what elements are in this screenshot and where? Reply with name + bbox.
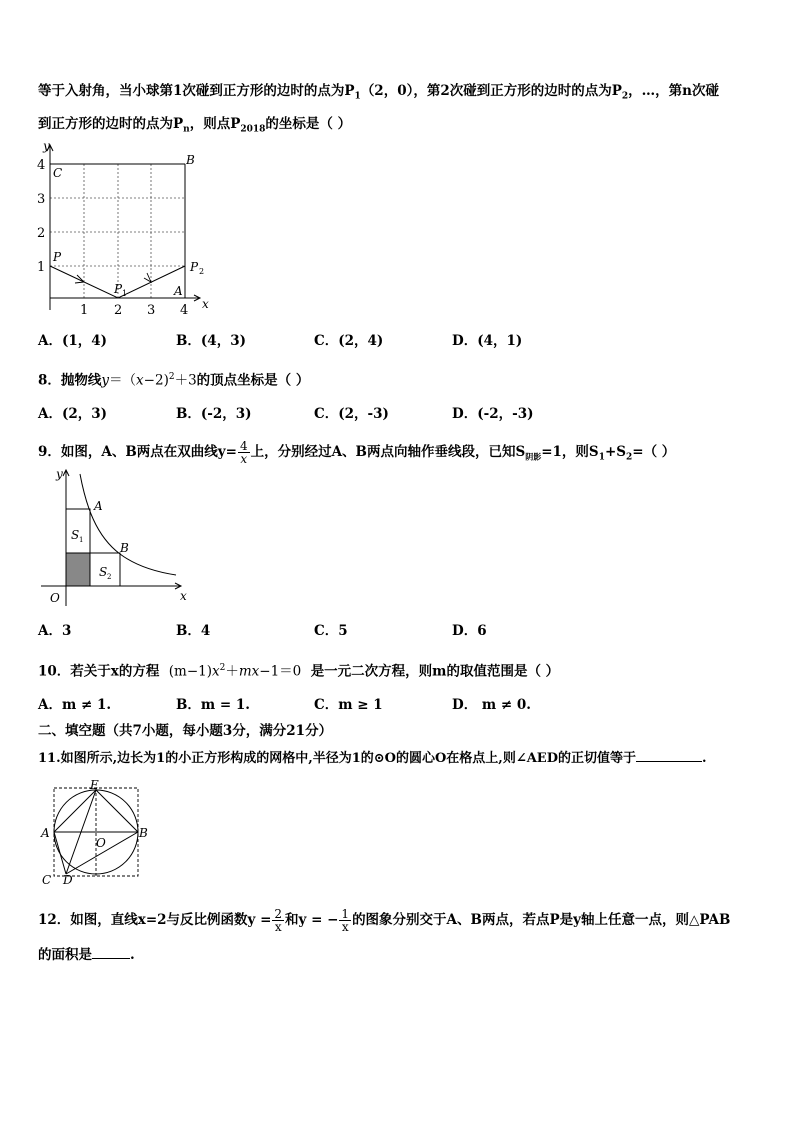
x-axis-label: x xyxy=(202,297,209,311)
point-b-label: B xyxy=(139,826,148,840)
q10-option-b[interactable]: B．m = 1. xyxy=(176,697,250,713)
q12-answer-blank[interactable] xyxy=(92,946,130,959)
point-a-label: A xyxy=(94,499,103,513)
x-tick: 4 xyxy=(180,303,189,318)
q9-option-d[interactable]: D．6 xyxy=(452,623,487,639)
point-p-label: P xyxy=(53,250,62,264)
point-c-label: C xyxy=(53,166,63,180)
q8-option-d[interactable]: D．(-2，-3) xyxy=(452,406,534,422)
point-b-label: B xyxy=(186,153,195,167)
s1-sub: 1 xyxy=(79,536,84,544)
y-axis-label: y xyxy=(56,467,63,481)
point-p1-sub: 1 xyxy=(122,289,128,298)
x-tick: 2 xyxy=(114,303,123,318)
point-e-label: E xyxy=(90,780,99,792)
y-tick: 3 xyxy=(37,192,46,207)
q8-option-a[interactable]: A．(2，3) xyxy=(38,406,108,422)
q10-option-d[interactable]: D． m ≠ 0. xyxy=(452,697,531,713)
q10-stem: 10．若关于x的方程 $(m-1)x^2+mx-1=0$ 是一元二次方程，则m的取值范围是（ ） xyxy=(38,663,560,680)
y-tick: 1 xyxy=(37,260,46,275)
x-tick: 3 xyxy=(147,303,156,318)
y-tick: 2 xyxy=(37,226,46,241)
point-a-label: A xyxy=(174,284,183,298)
q9-option-b[interactable]: B．4 xyxy=(176,623,211,639)
q7-option-d[interactable]: D．(4，1) xyxy=(452,333,523,349)
point-p2-label: P xyxy=(190,260,199,274)
q9-stem: 9．如图，A、B两点在双曲线y= $\frac{4}{x}$ 上，分别经过A、B两点向轴作垂线段，已知$S_{阴影}=1$，则$S_1+S_2=$（ ） xyxy=(38,439,676,466)
point-c-label: C xyxy=(42,873,52,887)
q7-option-b[interactable]: B．(4，3) xyxy=(176,333,246,349)
origin-label: O xyxy=(50,591,60,605)
q8-option-b[interactable]: B．(-2，3) xyxy=(176,406,252,422)
point-p1-label: P xyxy=(114,282,123,296)
point-p2-sub: 2 xyxy=(199,267,205,276)
center-o-label: O xyxy=(96,836,106,850)
q7-line2: 到正方形的边时的点为$P_n$，则点$P_{2018}$的坐标是（ ） xyxy=(38,116,352,135)
q8-stem: 8．抛物线y＝（x−2)$^2$＋3的顶点坐标是（ ） xyxy=(38,372,310,389)
q7-option-a[interactable]: A．(1，4) xyxy=(38,333,108,349)
q10-option-a[interactable]: A．m ≠ 1. xyxy=(38,697,112,713)
q10-option-c[interactable]: C．m ≥ 1 xyxy=(314,697,383,713)
section-2-heading: 二、填空题（共7小题，每小题3分，满分21分） xyxy=(38,723,333,739)
q11-answer-blank[interactable] xyxy=(636,749,702,762)
q9-option-a[interactable]: A．3 xyxy=(38,623,72,639)
s1-label: S xyxy=(71,528,80,542)
q11-stem: 11.如图所示,边长为1的小正方形构成的网格中,半径为1的⊙O的圆心O在格点上,则∠AED的正切值等于 . xyxy=(38,751,707,766)
point-b-label: B xyxy=(120,541,129,555)
q7-option-c[interactable]: C．(2，4) xyxy=(314,333,384,349)
q9-option-c[interactable]: C．5 xyxy=(314,623,348,639)
q8-option-c[interactable]: C．(2，-3) xyxy=(314,406,389,422)
q9-hyperbola-figure xyxy=(36,466,196,611)
q7-line1: 等于入射角，当小球第1次碰到正方形的边时的点为$P_1(2$，0），第2次碰到正方形的边时的点为$P_2$，…，第n次碰 xyxy=(38,83,719,102)
q12-line2: 的面积是 . xyxy=(38,947,135,963)
x-tick: 1 xyxy=(80,303,89,318)
s2-label: S xyxy=(99,565,108,579)
q11-circle-figure xyxy=(38,780,153,888)
y-axis-label: y xyxy=(43,140,50,153)
x-axis-label: x xyxy=(180,589,187,603)
point-d-label: D xyxy=(63,873,73,887)
y-tick: 4 xyxy=(37,158,46,173)
point-a-label: A xyxy=(41,826,50,840)
s2-sub: 2 xyxy=(107,573,112,581)
q12-line1: 12．如图，直线x=2与反比例函数y = $\frac{2}{x}$ 和y = − $\frac{1}{x}$ 的图象分别交于A、B两点，若点P是y轴上任意一点，则△PAB xyxy=(38,907,731,934)
q7-grid-figure xyxy=(30,140,215,320)
